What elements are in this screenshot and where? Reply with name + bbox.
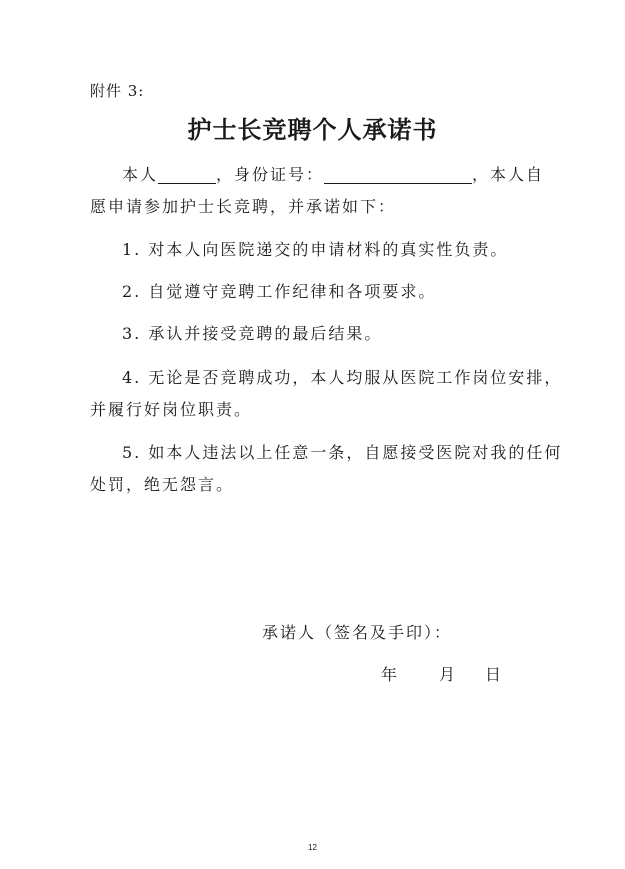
- date-day: 日: [485, 665, 502, 684]
- commitment-item-1: 1. 对本人向医院递交的申请材料的真实性负责。: [122, 240, 509, 259]
- commitment-item-4-line-2: 并履行好岗位职责。: [90, 400, 253, 419]
- name-blank: [158, 165, 216, 184]
- commitment-item-4: [90, 362, 563, 426]
- commitment-item-4-line-1: 4. 无论是否竞聘成功，本人均服从医院工作岗位安排，: [122, 368, 563, 387]
- date-row: [381, 662, 501, 685]
- intro-text-3: ，本人自: [472, 165, 545, 184]
- intro-paragraph: [90, 159, 545, 223]
- date-month: 月: [439, 665, 456, 684]
- document-title: 护士长竞聘个人承诺书: [187, 116, 438, 144]
- signature-label: 承诺人（签名及手印）：: [262, 623, 453, 642]
- commitment-item-5-line-2: 处罚，绝无怨言。: [90, 475, 235, 494]
- commitment-item-2: 2. 自觉遵守竞聘工作纪律和各项要求。: [122, 282, 437, 301]
- commitment-item-5-line-1: 5. 如本人违法以上任意一条，自愿接受医院对我的任何: [122, 443, 563, 462]
- commitment-item-3: 3. 承认并接受竞聘的最后结果。: [122, 324, 383, 343]
- intro-line-2: 愿申请参加护士长竞聘，并承诺如下：: [90, 197, 397, 216]
- commitment-item-5: [90, 437, 563, 501]
- intro-text-2: ，身份证号：: [216, 165, 325, 184]
- attachment-label: 附件 3:: [90, 82, 145, 100]
- intro-text-1: 本人: [122, 165, 159, 184]
- date-year: 年: [381, 665, 398, 684]
- page-number: 12: [308, 843, 317, 852]
- id-number-blank: [324, 165, 472, 184]
- intro-line-1: [90, 159, 545, 191]
